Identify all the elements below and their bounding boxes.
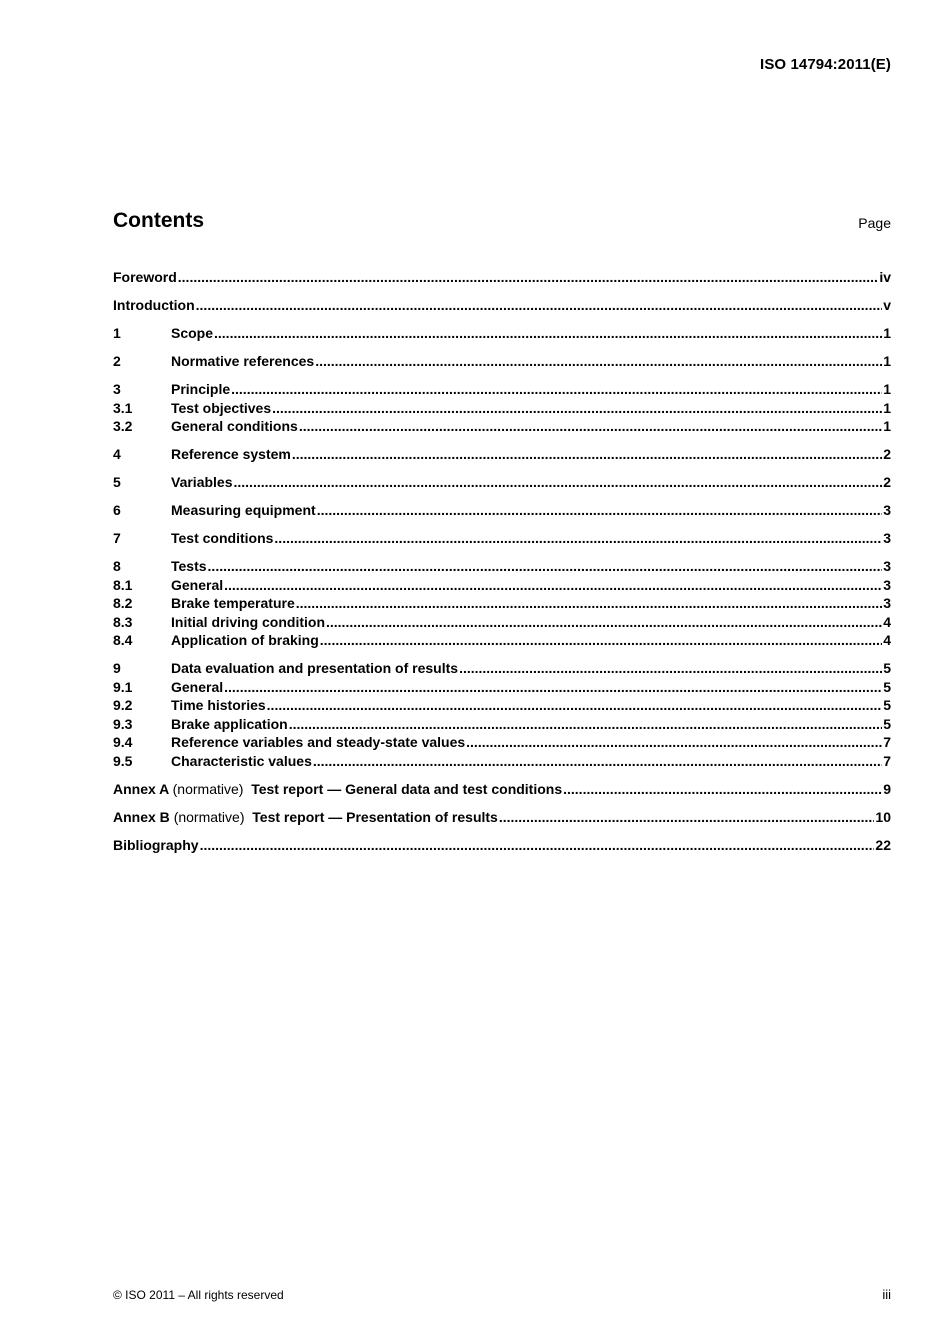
toc-entry-page: iv [879, 269, 891, 285]
dot-leader [214, 325, 882, 341]
toc-entry-title: Foreword [113, 269, 177, 285]
toc-entry-8-4[interactable] [113, 632, 891, 651]
toc-entry-number: 8.3 [113, 613, 133, 630]
toc-entry-page: 5 [883, 715, 891, 732]
toc-entry-number: 3.1 [113, 399, 133, 416]
toc-entry-title: Application of braking [171, 632, 319, 648]
dot-leader [499, 809, 875, 825]
toc-entry-9[interactable] [113, 660, 891, 679]
toc-entry-page: 10 [875, 808, 891, 825]
toc-entry-8-2[interactable] [113, 595, 891, 614]
dot-leader [296, 595, 882, 611]
dot-leader [299, 418, 882, 434]
toc-entry-number: 8.4 [113, 632, 133, 648]
toc-entry-title: General conditions [171, 418, 298, 434]
toc-entry-title: Variables [171, 474, 233, 490]
toc-entry-page: 3 [883, 595, 891, 611]
dot-leader [196, 297, 883, 313]
toc-entry-introduction[interactable] [113, 297, 891, 316]
dot-leader [563, 781, 882, 797]
toc-entry-title: Reference system [171, 446, 291, 462]
contents-heading: Contents [113, 209, 204, 232]
toc-entry-1[interactable] [113, 325, 891, 344]
toc-entry-number: 4 [113, 446, 121, 462]
toc-entry-number: 8.2 [113, 595, 133, 611]
toc-entry-number: 1 [113, 325, 121, 341]
toc-entry-page: 9 [883, 780, 891, 797]
dot-leader [313, 753, 882, 769]
toc-entry-page: v [883, 297, 891, 313]
annex-heading: Test report — Presentation of results [252, 808, 498, 825]
toc-entry-7[interactable] [113, 530, 891, 549]
table-of-contents [113, 269, 891, 855]
annex-qualifier: (normative) [172, 780, 244, 797]
toc-entry-page: 2 [883, 474, 891, 490]
toc-entry-9-5[interactable] [113, 753, 891, 772]
toc-entry-page: 5 [883, 660, 891, 676]
toc-entry-number: 8 [113, 558, 121, 574]
toc-entry-5[interactable] [113, 474, 891, 493]
dot-leader [224, 577, 882, 593]
annex-title [113, 809, 498, 825]
toc-entry-page: 4 [883, 632, 891, 648]
toc-entry-page: 1 [883, 418, 891, 434]
document-id: ISO 14794:2011(E) [760, 56, 891, 73]
toc-entry-9-2[interactable] [113, 697, 891, 716]
toc-entry-number: 9.3 [113, 715, 133, 732]
toc-entry-number: 7 [113, 530, 121, 546]
toc-entry-title: Scope [171, 325, 214, 341]
toc-entry-3-2[interactable] [113, 418, 891, 437]
toc-entry-title: Measuring equipment [171, 502, 316, 518]
toc-entry-3[interactable] [113, 381, 891, 400]
dot-leader [317, 502, 883, 518]
annex-label: Annex B [113, 808, 170, 825]
annex-heading: Test report — General data and test conditions [251, 780, 563, 797]
toc-entry-title: Data evaluation and presentation of results [171, 660, 459, 676]
toc-entry-title: Principle [171, 381, 231, 397]
toc-entry-title: Normative references [171, 353, 315, 369]
toc-entry-number: 6 [113, 502, 121, 518]
annex-qualifier: (normative) [173, 808, 245, 825]
page-number: iii [882, 1287, 891, 1302]
toc-entry-title: Test conditions [171, 530, 274, 546]
dot-leader [466, 734, 882, 750]
dot-leader [234, 474, 883, 490]
toc-entry-title: Reference variables and steady-state values [171, 734, 466, 750]
toc-entry-number: 3.2 [113, 418, 133, 434]
dot-leader [274, 530, 882, 546]
toc-entry-foreword[interactable] [113, 269, 891, 288]
toc-entry-title: Time histories [171, 697, 266, 713]
annex-title [113, 781, 562, 797]
toc-entry-page: 7 [883, 734, 891, 750]
toc-entry-title: General [171, 678, 224, 695]
toc-entry-title: Brake temperature [171, 595, 295, 611]
toc-entry-title: Initial driving condition [171, 613, 325, 630]
dot-leader [267, 697, 883, 713]
toc-entry-9-4[interactable] [113, 734, 891, 753]
toc-entry-page: 4 [883, 613, 891, 630]
toc-entry-3-1[interactable] [113, 400, 891, 419]
toc-entry-page: 1 [883, 399, 891, 416]
toc-entry-number: 9.4 [113, 734, 133, 750]
toc-entry-8-1[interactable] [113, 577, 891, 596]
page-column-label: Page [858, 215, 891, 231]
toc-entry-title: General [171, 576, 224, 593]
dot-leader [292, 446, 882, 462]
toc-entry-page: 1 [883, 353, 891, 369]
toc-entry-6[interactable] [113, 502, 891, 521]
toc-entry-page: 3 [883, 576, 891, 593]
toc-entry-page: 1 [883, 325, 891, 341]
toc-entry-annex-b[interactable] [113, 809, 891, 828]
toc-entry-number: 9.1 [113, 678, 133, 695]
toc-entry-8-3[interactable] [113, 614, 891, 633]
dot-leader [289, 716, 883, 732]
toc-entry-2[interactable] [113, 353, 891, 372]
toc-entry-number: 9.2 [113, 697, 133, 713]
dot-leader [231, 381, 882, 397]
toc-entry-page: 22 [875, 836, 891, 853]
toc-entry-number: 2 [113, 353, 121, 369]
toc-entry-page: 7 [883, 752, 891, 769]
toc-entry-number: 8.1 [113, 576, 133, 593]
toc-entry-page: 1 [883, 381, 891, 397]
toc-entry-page: 5 [883, 678, 891, 695]
toc-entry-page: 3 [883, 530, 891, 546]
toc-entry-number: 9 [113, 660, 121, 676]
toc-entry-title: Bibliography [113, 836, 199, 853]
toc-entry-page: 2 [883, 446, 891, 462]
toc-entry-number: 5 [113, 474, 121, 490]
toc-entry-page: 5 [883, 697, 891, 713]
toc-entry-number: 9.5 [113, 752, 133, 769]
toc-entry-title: Brake application [171, 715, 288, 732]
dot-leader [224, 679, 882, 695]
dot-leader [200, 837, 875, 853]
toc-entry-annex-a[interactable] [113, 781, 891, 800]
dot-leader [272, 400, 882, 416]
copyright-notice: © ISO 2011 – All rights reserved [113, 1288, 284, 1302]
toc-entry-title: Tests [171, 558, 207, 574]
toc-entry-8[interactable] [113, 558, 891, 577]
toc-entry-4[interactable] [113, 446, 891, 465]
toc-entry-title: Characteristic values [171, 752, 312, 769]
toc-entry-page: 3 [883, 558, 891, 574]
toc-entry-number: 3 [113, 381, 121, 397]
dot-leader [326, 614, 882, 630]
toc-entry-9-3[interactable] [113, 716, 891, 735]
dot-leader [459, 660, 882, 676]
annex-label: Annex A [113, 780, 169, 797]
dot-leader [320, 632, 882, 648]
dot-leader [208, 558, 883, 574]
toc-entry-bibliography[interactable] [113, 837, 891, 856]
toc-entry-title: Introduction [113, 297, 195, 313]
dot-leader [315, 353, 882, 369]
toc-entry-page: 3 [883, 502, 891, 518]
toc-entry-9-1[interactable] [113, 679, 891, 698]
dot-leader [178, 269, 879, 285]
toc-entry-title: Test objectives [171, 399, 272, 416]
